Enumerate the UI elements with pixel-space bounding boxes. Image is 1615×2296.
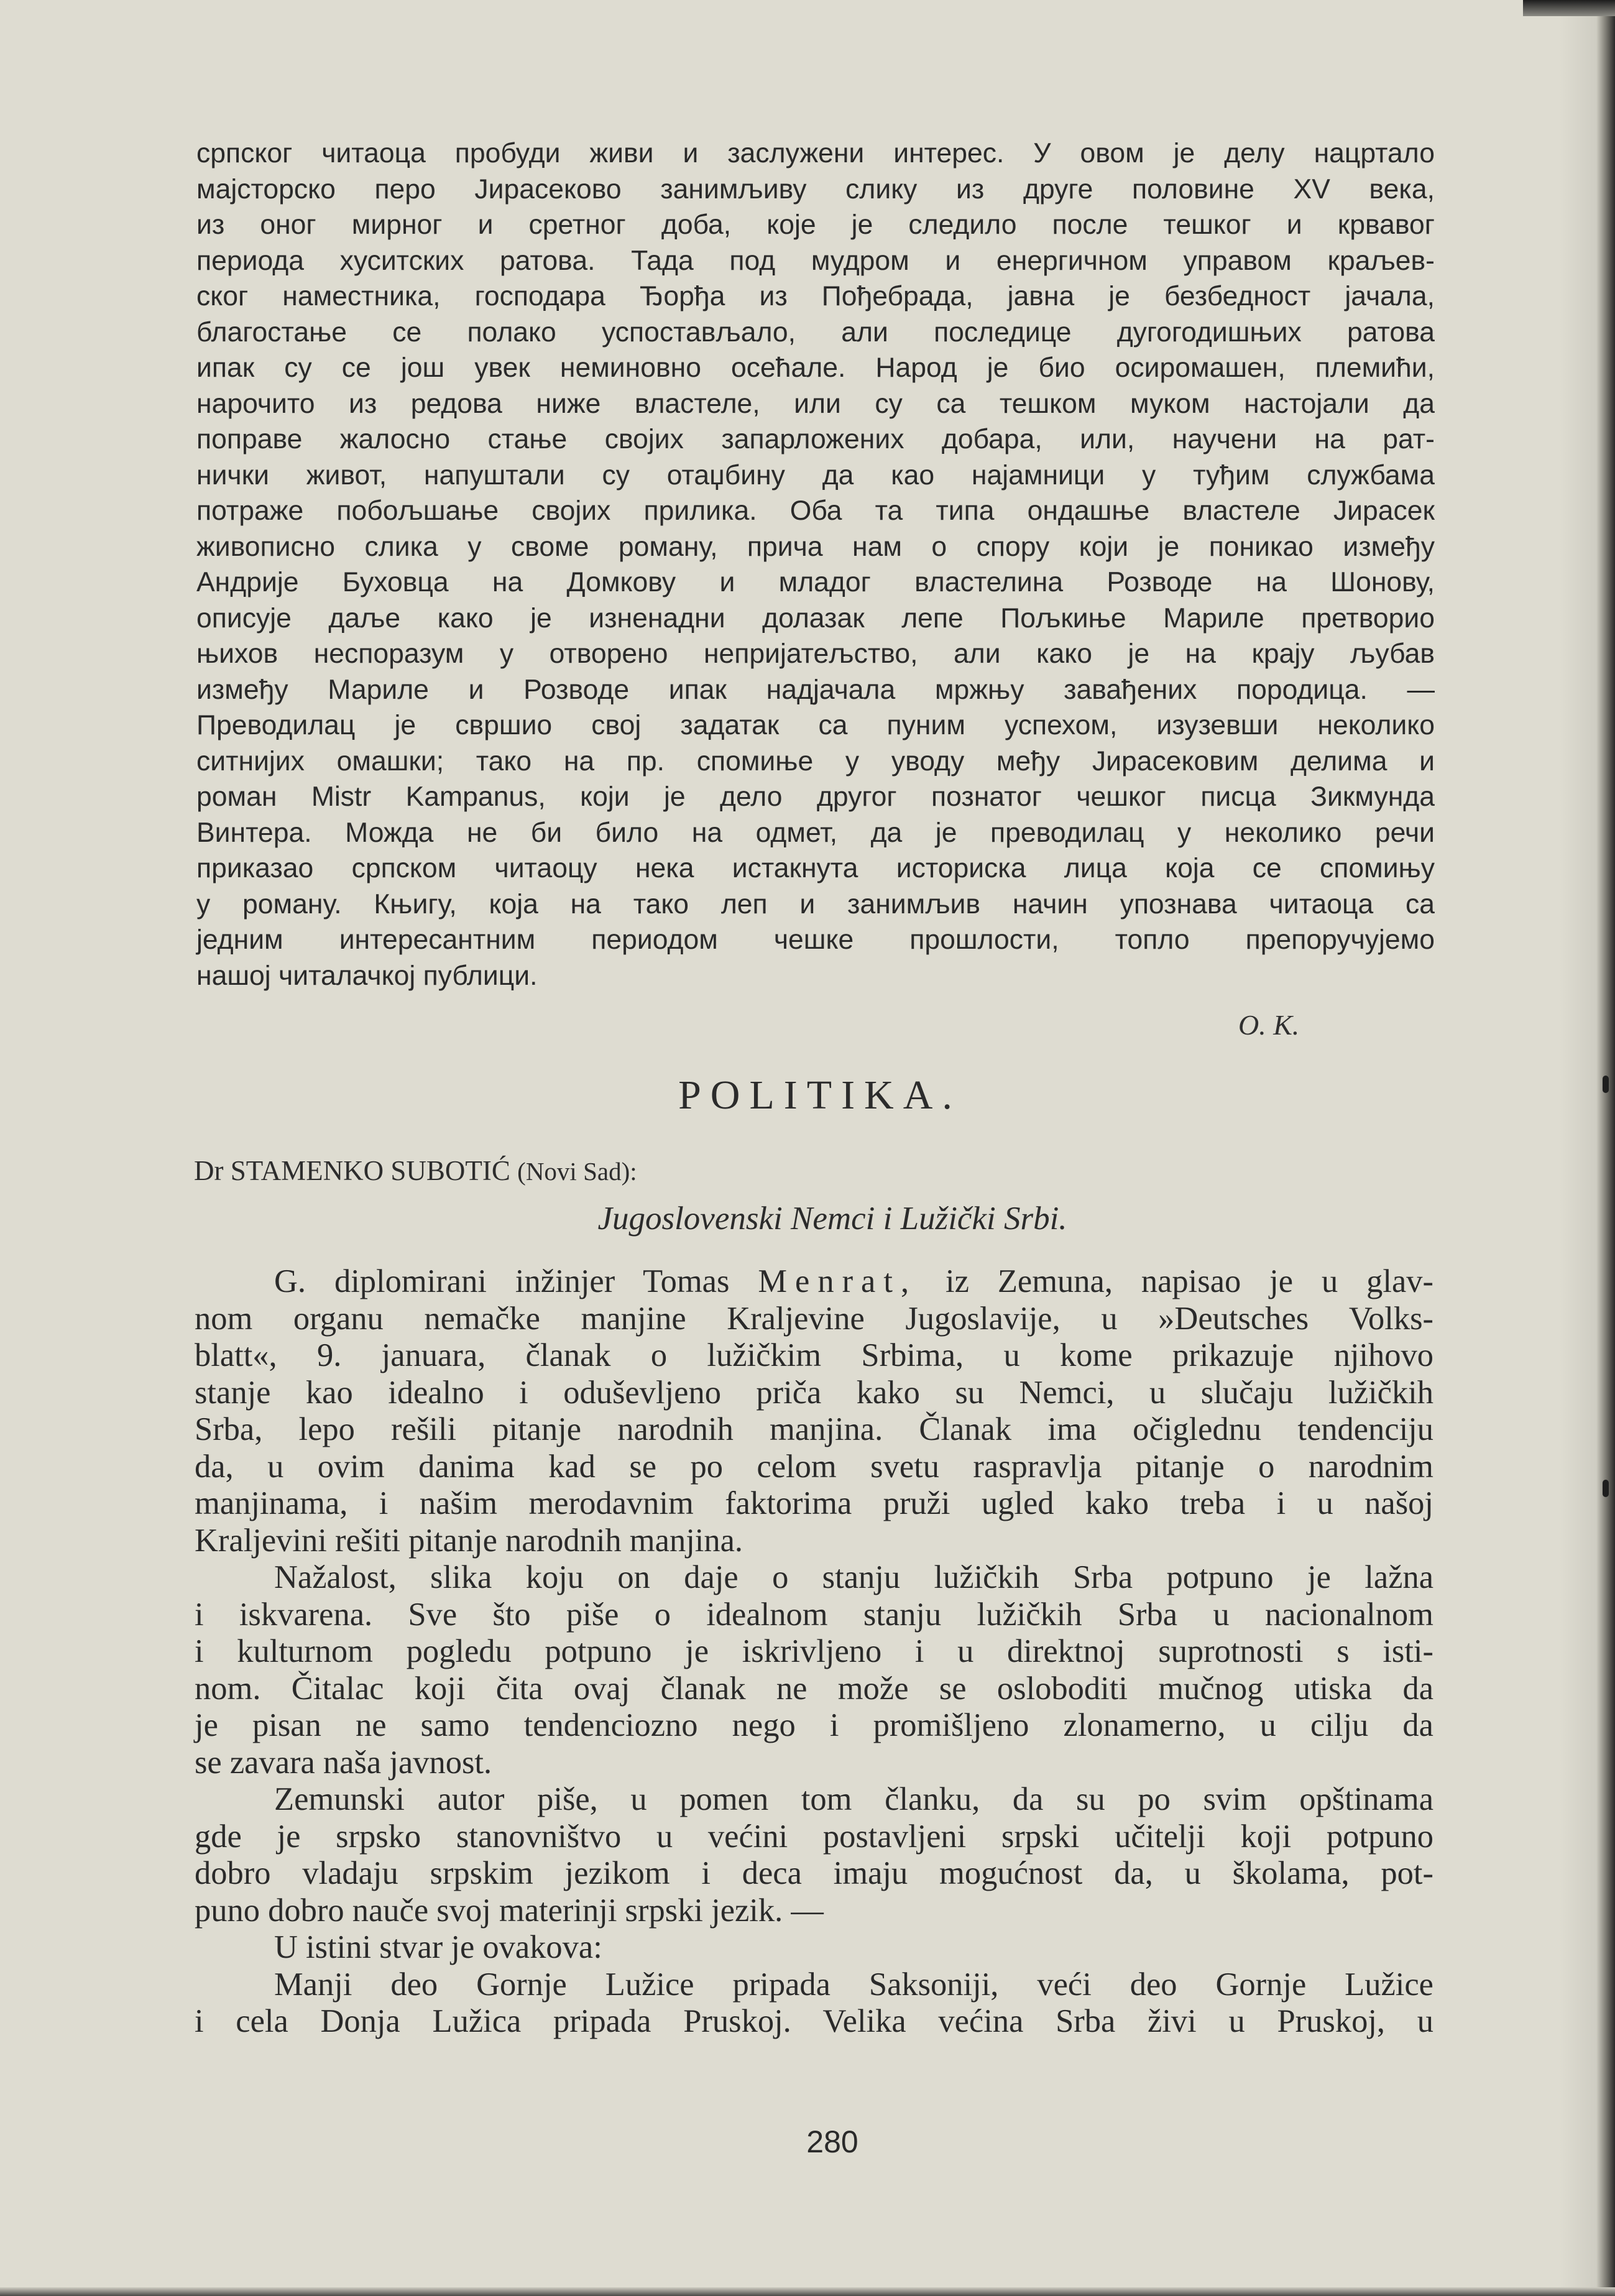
text-line: мајсторско перо Јирасеково занимљиву слику из друге половине XV века, xyxy=(196,173,1435,205)
fold-shadow xyxy=(1559,0,1596,2296)
text-line: у роману. Књигу, која на тако леп и занимљив начин упознава читаоца са xyxy=(196,888,1435,920)
text-line: Nažalost, slika koju on daje o stanju lužičkih Srba potpuno je lažna xyxy=(274,1559,1433,1595)
article-title: Jugoslovenski Nemci i Lužički Srbi. xyxy=(597,1201,1067,1237)
text-line: i cela Donja Lužica pripada Pruskoj. Velika većina Srba živi u Pruskoj, u xyxy=(195,2003,1433,2039)
text-line: између Мариле и Розводе ипак надјачала мржњу завађених породица. — xyxy=(196,674,1435,705)
text-line: nom. Čitalac koji čita ovaj članak ne može se osloboditi mučnog utiska da xyxy=(195,1670,1433,1707)
text-line: благостање се полако успостављало, али последице дугогодишњих ратова xyxy=(196,316,1435,348)
text-line: приказао српском читаоцу нека истакнута историска лица која се спомињу xyxy=(196,853,1435,883)
text-line: периода хуситских ратова. Тада под мудром и енергичном управом краљев- xyxy=(196,245,1435,276)
text-line: Srba, lepo rešili pitanje narodnih manjina. Članak ima očiglednu tendenciju xyxy=(195,1411,1433,1447)
text-line: нарочито из редова ниже властеле, или су са тешком муком настојали да xyxy=(196,388,1435,419)
text-line: Kraljevini rešiti pitanje narodnih manjina. xyxy=(195,1522,743,1559)
text-line: Zemunski autor piše, u pomen tom članku, da su po svim opštinama xyxy=(274,1781,1433,1817)
text-line: нички живот, напуштали су отаџбину да као најамници у туђим службама xyxy=(196,459,1435,491)
text-line: ипак су се још увек неминовно осећале. Народ је био осиромашен, племићи, xyxy=(196,353,1435,383)
review-signature: О. К. xyxy=(1238,1009,1300,1041)
page-corner-shadow xyxy=(1523,0,1615,16)
text-line: i kulturnom pogledu potpuno je iskrivljeno i u direktnoj suprotnosti s isti- xyxy=(195,1633,1433,1669)
text-fragment: iz Zemuna, napisao je u glav- xyxy=(946,1263,1434,1299)
text-line: једним интересантним периодом чешке прошлости, топло препоручујемо xyxy=(196,924,1435,955)
text-line: manjinama, i našim merodavnim faktorima pruži ugled kako treba i u našoj xyxy=(195,1485,1433,1521)
text-line xyxy=(195,1263,1433,1301)
text-line: нашој читалачкој публици. xyxy=(196,960,538,991)
text-line: роман Mistr Kampanus, који је дело другог познатог чешког писца Зикмунда xyxy=(196,781,1435,812)
article-body xyxy=(195,1263,1433,2040)
section-title: POLITIKA. xyxy=(678,1072,962,1118)
text-line: blatt«, 9. januara, članak o lužičkim Srbima, u kome prikazuje njihovo xyxy=(195,1337,1433,1373)
text-line: Manji deo Gornje Lužice pripada Saksoniji, veći deo Gornje Lužice xyxy=(274,1966,1433,2003)
text-line: stanje kao idealno i oduševljeno priča kako su Nemci, u slučaju lužičkih xyxy=(195,1374,1433,1411)
text-line: U istini stvar je ovakova: xyxy=(274,1929,602,1965)
text-line: da, u ovim danima kad se po celom svetu raspravlja pitanje o narodnim xyxy=(195,1448,1433,1485)
text-line: њихов неспоразум у отворено непријатељство, али како је на крају љубав xyxy=(196,639,1435,669)
review-text xyxy=(196,136,1435,994)
text-line: Винтера. Можда не би било на одмет, да је преводилац у неколико речи xyxy=(196,817,1435,848)
text-line: ситнијих омашки; тако на пр. спомиње у уводу међу Јирасековим делима и xyxy=(196,745,1435,777)
page-edge xyxy=(1596,0,1615,2296)
text-line: Андрије Буховца на Домкову и младог властелина Розводе на Шонову, xyxy=(196,567,1435,597)
text-fragment: G. diplomirani inžinjer Tomas xyxy=(274,1263,730,1299)
text-line: je pisan ne samo tendenciozno nego i promišljeno zlonamerno, u cilju da xyxy=(195,1707,1433,1743)
text-line: ског наместника, господара Ђорђа из Пођебрада, јавна је безбедност јачала, xyxy=(196,281,1435,311)
text-line: puno dobro nauče svoj materinji srpski jezik. — xyxy=(195,1892,824,1929)
text-line: српског читаоца пробуди живи и заслужени интерес. У овом је делу нацртало xyxy=(196,138,1435,168)
text-line: nom organu nemačke manjine Kraljevine Jugoslavije, u »Deutsches Volks- xyxy=(195,1300,1433,1337)
text-line: i iskvarena. Sve što piše o idealnom stanju lužičkih Srba u nacionalnom xyxy=(195,1596,1433,1633)
page-number: 280 xyxy=(806,2124,858,2159)
text-line: se zavara naša javnost. xyxy=(195,1744,492,1781)
text-line: gde je srpsko stanovništvo u većini postavljeni srpski učitelji koji potpuno xyxy=(195,1818,1433,1855)
page-bottom-edge xyxy=(0,2287,1615,2296)
text-line: описује даље како је изненадни долазак лепе Пољкиње Мариле претворио xyxy=(196,602,1435,634)
text-line: живописно слика у своме роману, прича нам о спору који је поникао између xyxy=(196,531,1435,562)
author-city: (Novi Sad): xyxy=(517,1157,637,1186)
binding-mark xyxy=(1603,1480,1609,1497)
author-name: Dr STAMENKO SUBOTIĆ xyxy=(194,1155,510,1186)
text-line: из оног мирног и сретног доба, које је следило после тешког и крвавог xyxy=(196,210,1435,240)
article-author xyxy=(194,1155,637,1187)
text-line: dobro vladaju srpskim jezikom i deca imaju mogućnost da, u školama, pot- xyxy=(195,1855,1433,1891)
text-line: Преводилац је свршио свој задатак са пуним успехом, изузевши неколико xyxy=(196,710,1435,740)
text-line: потраже побољшање својих прилика. Оба та типа ондашње властеле Јирасек xyxy=(196,496,1435,526)
text-line: поправе жалосно стање својих запарложених добара, или, научени на рат- xyxy=(196,424,1435,454)
spaced-name: Menrat, xyxy=(758,1263,918,1299)
